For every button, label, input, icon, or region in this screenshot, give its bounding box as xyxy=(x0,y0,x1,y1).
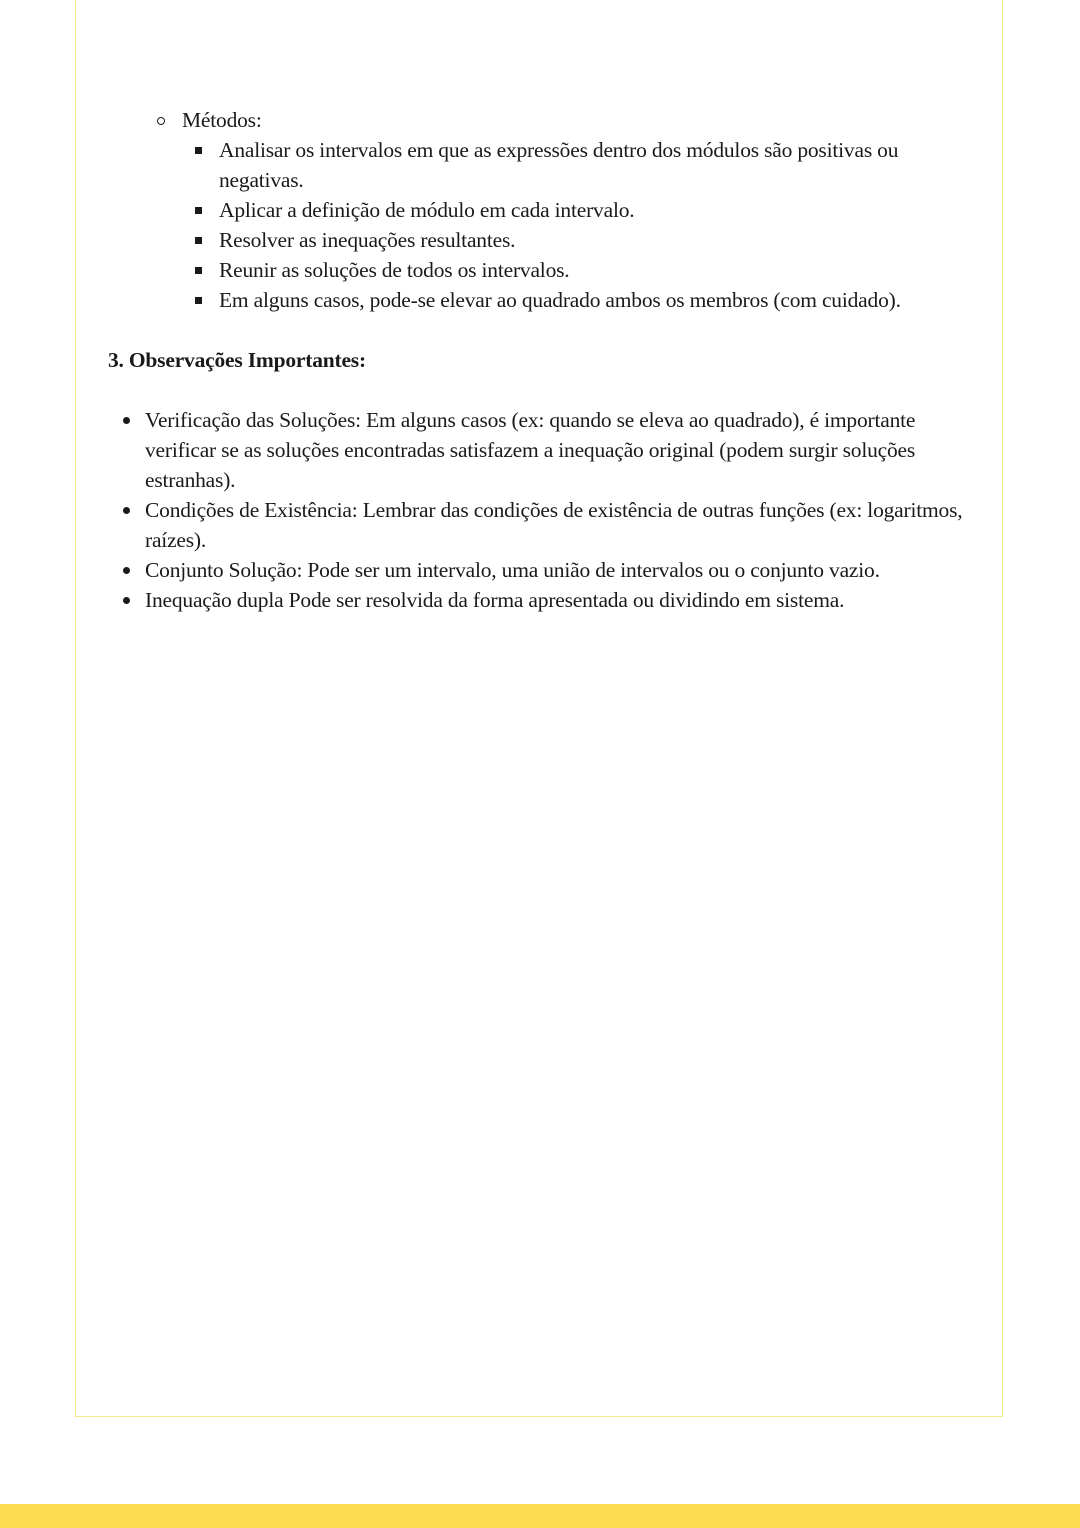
list-item xyxy=(219,135,972,195)
square-bullet-icon xyxy=(195,297,202,304)
list-item xyxy=(145,585,975,615)
list-item xyxy=(219,195,972,225)
method-step-text: Reunir as soluções de todos os intervalos. xyxy=(219,258,570,282)
methods-label: Métodos: xyxy=(182,108,262,132)
list-item xyxy=(219,255,972,285)
method-step-text: Aplicar a definição de módulo em cada intervalo. xyxy=(219,198,635,222)
observation-text: Inequação dupla Pode ser resolvida da forma apresentada ou dividindo em sistema. xyxy=(145,588,845,612)
circle-bullet-icon xyxy=(157,117,165,125)
list-item xyxy=(219,225,972,255)
observation-text: Condições de Existência: Lembrar das condições de existência de outras funções (ex: logaritmos, raízes). xyxy=(145,498,963,552)
disc-bullet-icon xyxy=(123,507,130,514)
observation-text: Verificação das Soluções: Em alguns casos (ex: quando se eleva ao quadrado), é importante verificar se as soluções encontradas satisfazem a inequação original (podem surgir soluções estranhas). xyxy=(145,408,916,492)
method-step-text: Em alguns casos, pode-se elevar ao quadrado ambos os membros (com cuidado). xyxy=(219,288,901,312)
observation-text: Conjunto Solução: Pode ser um intervalo, uma união de intervalos ou o conjunto vazio. xyxy=(145,558,880,582)
list-item xyxy=(145,405,975,495)
method-step-text: Analisar os intervalos em que as expressões dentro dos módulos são positivas ou negativas. xyxy=(219,138,899,192)
square-bullet-icon xyxy=(195,267,202,274)
bottom-accent-bar xyxy=(0,1504,1080,1528)
methods-block xyxy=(182,105,972,315)
square-bullet-icon xyxy=(195,237,202,244)
list-item xyxy=(145,555,975,585)
square-bullet-icon xyxy=(195,147,202,154)
methods-item xyxy=(182,105,972,135)
method-step-text: Resolver as inequações resultantes. xyxy=(219,228,516,252)
disc-bullet-icon xyxy=(123,567,130,574)
section-heading: 3. Observações Importantes: xyxy=(108,348,366,372)
list-item xyxy=(145,495,975,555)
square-bullet-icon xyxy=(195,207,202,214)
methods-steps-list xyxy=(182,135,972,315)
list-item xyxy=(219,285,972,315)
disc-bullet-icon xyxy=(123,597,130,604)
disc-bullet-icon xyxy=(123,417,130,424)
observations-list xyxy=(145,405,975,615)
